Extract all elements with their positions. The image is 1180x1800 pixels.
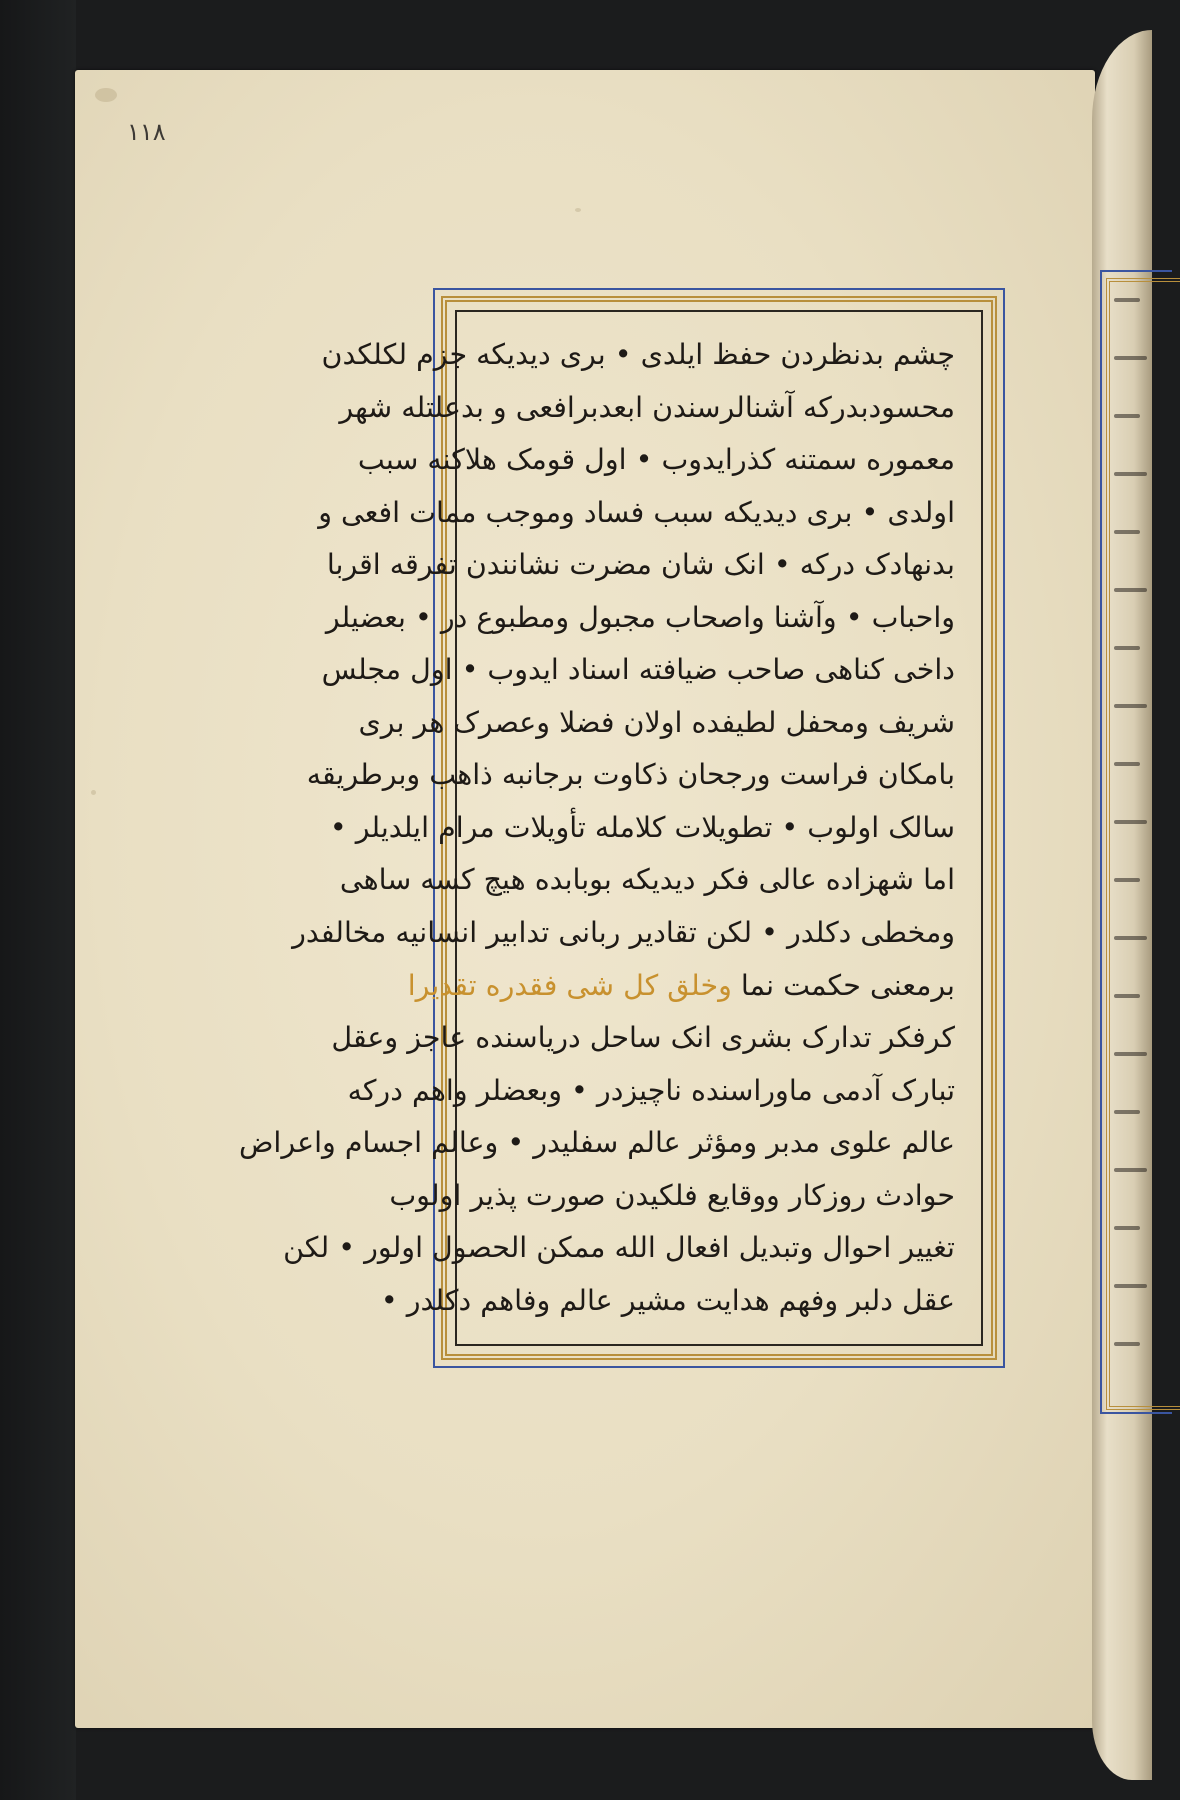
adjacent-line-stroke	[1114, 298, 1140, 302]
text-line: کرفکر تدارک بشری انک ساحل دریاسنده عاجز وعقل	[331, 1021, 955, 1055]
stain	[575, 208, 581, 212]
text-line: چشم بدنظردن حفظ ایلدی • بری دیدیکه جزم لکلکدن	[321, 338, 955, 371]
adjacent-line-stroke	[1114, 936, 1147, 940]
adjacent-line-stroke	[1114, 820, 1147, 824]
text-line: محسودبدرکه آشنالرسندن ابعدبرافعی و بدعلتله شهر	[339, 390, 955, 424]
text-line: تبارک آدمی ماوراسنده ناچیزدر • وبعضلر واهم درکه	[347, 1073, 955, 1107]
adjacent-line-stroke	[1114, 1110, 1140, 1114]
adjacent-line-stroke	[1114, 646, 1140, 650]
text-line: داخی کناهی صاحب ضیافته اسناد ایدوب • اول مجلس	[321, 653, 955, 687]
adjacent-line-stroke	[1114, 1226, 1140, 1230]
text-line: عالم علوی مدبر ومؤثر عالم سفلیدر • وعالم اجسام واعراض	[238, 1126, 955, 1160]
rubric-quran-verse: وخلق کل شی فقدره تقدیرا	[407, 968, 732, 1002]
adjacent-line-stroke	[1114, 1342, 1140, 1346]
stain	[95, 88, 117, 102]
manuscript-page	[75, 70, 1095, 1728]
text-line: تغییر احوال وتبدیل افعال الله ممکن الحصول اولور • لکن	[283, 1231, 955, 1265]
adjacent-line-stroke	[1114, 472, 1147, 476]
adjacent-line-stroke	[1114, 878, 1140, 882]
background-left	[0, 0, 76, 1800]
text-line	[407, 963, 955, 1009]
text-line: ومخطی دکلدر • لکن تقادیر ربانی تدابیر انسانیه مخالفدر	[292, 916, 955, 950]
adjacent-line-stroke	[1114, 762, 1140, 766]
adjacent-line-stroke	[1114, 994, 1140, 998]
adjacent-folio-edge	[1092, 30, 1152, 1780]
adjacent-line-stroke	[1114, 704, 1147, 708]
text-line: معموره سمتنه کذرایدوب • اول قومک هلاکنه سبب	[357, 443, 955, 477]
adjacent-line-stroke	[1114, 414, 1140, 418]
text-line: شریف ومحفل لطیفده اولان فضلا وعصرک هر بری	[358, 705, 955, 739]
adjacent-line-stroke	[1114, 1052, 1147, 1056]
text-line: اما شهزاده عالی فکر دیدیکه بوبابده هیچ کسه ساهی	[339, 863, 955, 897]
text-frame	[238, 288, 1005, 1368]
gold-frame-rule	[238, 296, 997, 1360]
text-block	[238, 332, 955, 1324]
text-line: بدنهادک درکه • انک شان مضرت نشانندن تفرقه اقربا	[326, 548, 955, 582]
text-line: سالک اولوب • تطویلات کلامله تأویلات مرام ایلدیلر •	[329, 810, 955, 844]
adjacent-gold-rule	[1106, 278, 1180, 1410]
text-line: واحباب • وآشنا واصحاب مجبول ومطبوع در • بعضیلر	[325, 600, 955, 634]
stain	[91, 790, 96, 795]
inner-frame-rule	[238, 310, 983, 1346]
adjacent-line-stroke	[1114, 1284, 1147, 1288]
text-span: برمعنی حکمت نما	[731, 968, 955, 1002]
adjacent-line-stroke	[1114, 588, 1147, 592]
adjacent-line-stroke	[1114, 356, 1147, 360]
folio-number: ١١٨	[127, 118, 166, 146]
text-line: عقل دلبر وفهم هدایت مشیر عالم وفاهم دکلدر •	[380, 1283, 955, 1317]
text-line: حوادث روزکار ووقایع فلکیدن صورت پذیر اولوب	[389, 1178, 955, 1212]
adjacent-line-stroke	[1114, 1168, 1147, 1172]
adjacent-line-stroke	[1114, 530, 1140, 534]
text-line: بامکان فراست ورجحان ذکاوت برجانبه ذاهب وبرطریقه	[306, 758, 955, 792]
text-line: اولدی • بری دیدیکه سبب فساد وموجب ممات افعی و	[318, 495, 955, 529]
